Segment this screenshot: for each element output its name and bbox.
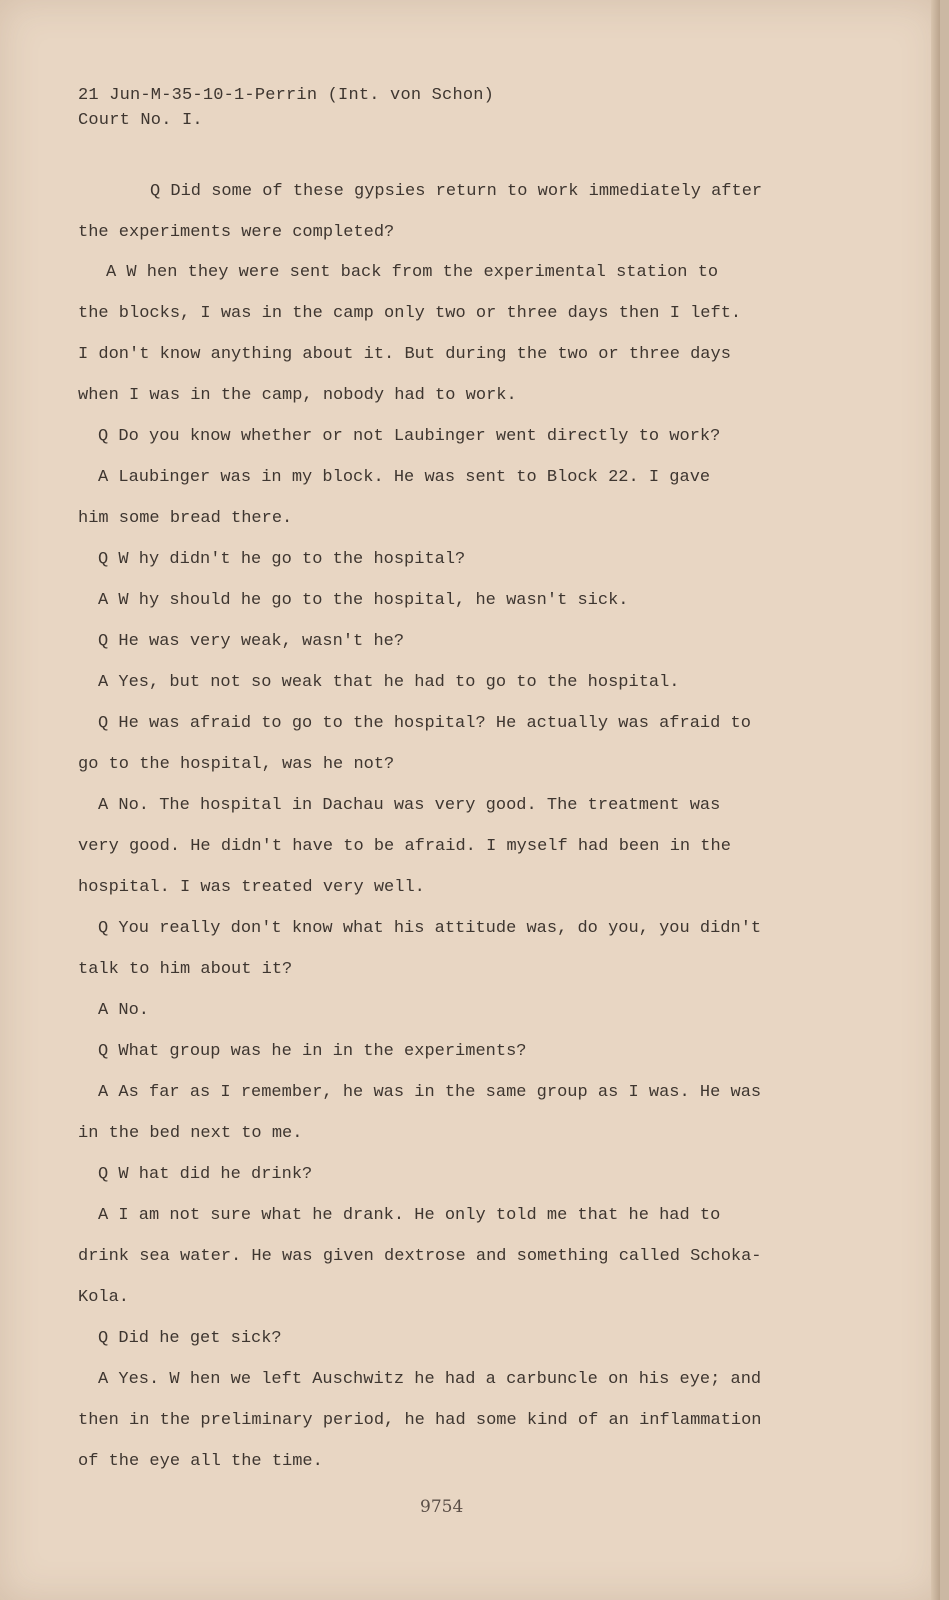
page-number: 9754 bbox=[420, 1497, 464, 1517]
transcript-line: of the eye all the time. bbox=[78, 1452, 323, 1471]
transcript-line: Q You really don't know what his attitude was, do you, you didn't bbox=[98, 919, 762, 938]
transcript-line: hospital. I was treated very well. bbox=[78, 878, 425, 897]
transcript-line: then in the preliminary period, he had some kind of an inflammation bbox=[78, 1411, 762, 1430]
transcript-line: go to the hospital, was he not? bbox=[78, 755, 395, 774]
transcript-line: Q Do you know whether or not Laubinger went directly to work? bbox=[98, 427, 721, 446]
transcript-line: A As far as I remember, he was in the same group as I was. He was bbox=[98, 1083, 762, 1102]
transcript-line: I don't know anything about it. But during the two or three days bbox=[78, 345, 731, 364]
transcript-line: A I am not sure what he drank. He only told me that he had to bbox=[98, 1206, 721, 1225]
transcript-line: Q W hat did he drink? bbox=[98, 1165, 313, 1184]
transcript-line: Q W hy didn't he go to the hospital? bbox=[98, 550, 466, 569]
transcript-line: Q He was very weak, wasn't he? bbox=[98, 632, 405, 651]
transcript-line: drink sea water. He was given dextrose and something called Schoka- bbox=[78, 1247, 762, 1266]
header-line-1: 21 Jun-M-35-10-1-Perrin (Int. von Schon) bbox=[78, 86, 495, 105]
transcript-line: A Laubinger was in my block. He was sent to Block 22. I gave bbox=[98, 468, 711, 487]
transcript-line: A W hen they were sent back from the experimental station to bbox=[106, 263, 719, 282]
transcript-line: the blocks, I was in the camp only two or three days then I left. bbox=[78, 304, 742, 323]
transcript-line: the experiments were completed? bbox=[78, 223, 395, 242]
transcript-line: when I was in the camp, nobody had to work. bbox=[78, 386, 517, 405]
transcript-line: Q Did some of these gypsies return to work immediately after bbox=[150, 182, 763, 201]
transcript-line: A Yes, but not so weak that he had to go to the hospital. bbox=[98, 673, 680, 692]
transcript-line: Q What group was he in in the experiments? bbox=[98, 1042, 527, 1061]
transcript-line: very good. He didn't have to be afraid. I myself had been in the bbox=[78, 837, 731, 856]
transcript-line: him some bread there. bbox=[78, 509, 293, 528]
transcript-line: Q He was afraid to go to the hospital? He actually was afraid to bbox=[98, 714, 751, 733]
transcript-line: in the bed next to me. bbox=[78, 1124, 303, 1143]
paper-edge bbox=[931, 0, 940, 1600]
transcript-line: Q Did he get sick? bbox=[98, 1329, 282, 1348]
transcript-line: talk to him about it? bbox=[78, 960, 293, 979]
transcript-line: Kola. bbox=[78, 1288, 130, 1307]
transcript-line: A No. The hospital in Dachau was very good. The treatment was bbox=[98, 796, 721, 815]
header-line-2: Court No. I. bbox=[78, 111, 203, 130]
transcript-line: A W hy should he go to the hospital, he wasn't sick. bbox=[98, 591, 629, 610]
transcript-line: A No. bbox=[98, 1001, 150, 1020]
transcript-line: A Yes. W hen we left Auschwitz he had a carbuncle on his eye; and bbox=[98, 1370, 762, 1389]
